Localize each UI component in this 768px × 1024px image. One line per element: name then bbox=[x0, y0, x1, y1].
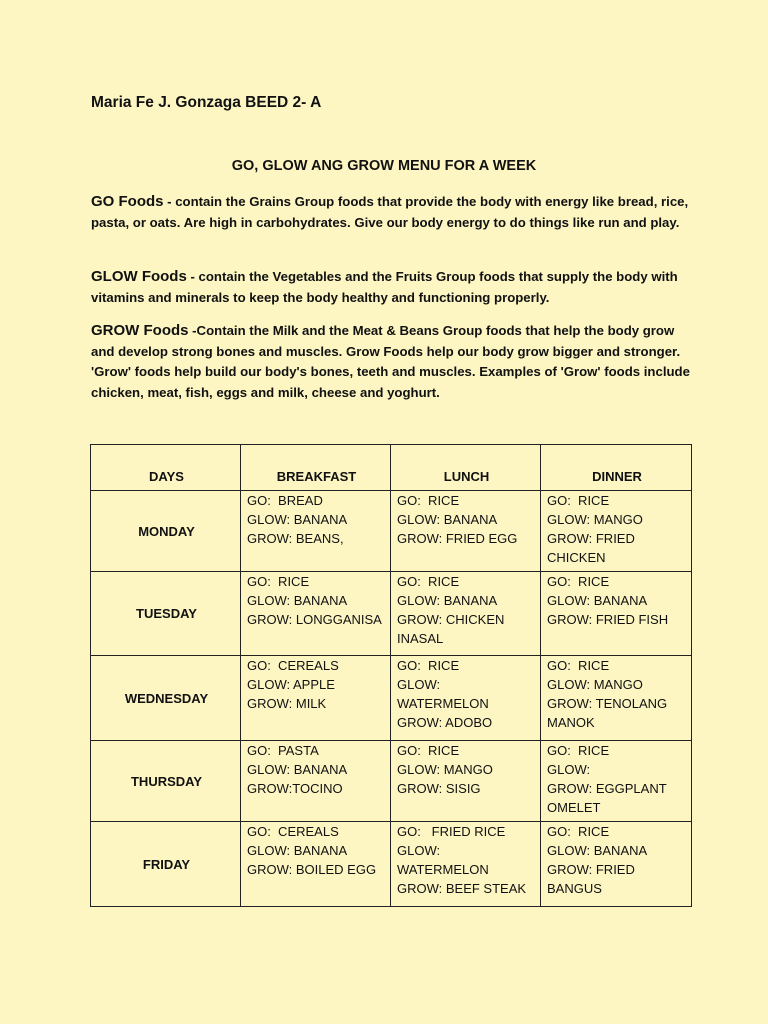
dinner-cell bbox=[541, 491, 692, 572]
lunch-line: GO: RICE bbox=[397, 493, 460, 508]
dinner-cell bbox=[541, 822, 692, 907]
dinner-line: GLOW: BANANA bbox=[547, 593, 648, 608]
lunch-line: GO: RICE bbox=[397, 658, 460, 673]
dinner-line: GLOW: BANANA bbox=[547, 843, 648, 858]
go-foods-description: - contain the Grains Group foods that provide the body with energy like bread, rice, pasta, or oats. Are high in carbohydrates. Give our body energy to do things like run and play. bbox=[91, 194, 689, 230]
lunch-cell bbox=[391, 491, 541, 572]
lunch-line: GLOW: bbox=[397, 677, 441, 692]
table-row bbox=[91, 822, 692, 907]
breakfast-cell bbox=[241, 572, 391, 656]
header-lunch: LUNCH bbox=[391, 445, 541, 491]
lunch-line: GROW: CHICKEN bbox=[397, 612, 505, 627]
day-cell: MONDAY bbox=[91, 491, 241, 572]
dinner-cell bbox=[541, 741, 692, 822]
lunch-cell bbox=[391, 822, 541, 907]
lunch-line: GROW: BEEF STEAK bbox=[397, 881, 527, 896]
dinner-line: OMELET bbox=[547, 800, 601, 815]
dinner-line: GO: RICE bbox=[547, 493, 610, 508]
day-cell: FRIDAY bbox=[91, 822, 241, 907]
breakfast-line: GO: CEREALS bbox=[247, 824, 339, 839]
dinner-cell bbox=[541, 656, 692, 741]
dinner-line: GO: RICE bbox=[547, 574, 610, 589]
glow-foods-description: - contain the Vegetables and the Fruits Group foods that supply the body with vitamins and minerals to keep the body healthy and functioning properly. bbox=[91, 269, 678, 305]
document-title: GO, GLOW ANG GROW MENU FOR A WEEK bbox=[231, 158, 537, 174]
table-row bbox=[91, 572, 692, 656]
breakfast-line: GROW: BEANS, bbox=[247, 531, 344, 546]
header-breakfast: BREAKFAST bbox=[241, 445, 391, 491]
grow-foods-paragraph bbox=[91, 321, 691, 403]
lunch-line: GLOW: bbox=[397, 843, 441, 858]
dinner-line: GLOW: MANGO bbox=[547, 512, 643, 527]
lunch-line: GO: FRIED RICE bbox=[397, 824, 506, 839]
breakfast-line: GLOW: BANANA bbox=[247, 512, 348, 527]
dinner-line: GROW: FRIED bbox=[547, 862, 635, 877]
dinner-line: GROW: FRIED FISH bbox=[547, 612, 669, 627]
dinner-line: MANOK bbox=[547, 715, 595, 730]
breakfast-line: GLOW: BANANA bbox=[247, 843, 348, 858]
dinner-line: CHICKEN bbox=[547, 550, 606, 565]
dinner-line: GO: RICE bbox=[547, 743, 610, 758]
header-days: DAYS bbox=[91, 445, 241, 491]
dinner-line: GLOW: bbox=[547, 762, 591, 777]
dinner-line: BANGUS bbox=[547, 881, 602, 896]
dinner-line: GO: RICE bbox=[547, 824, 610, 839]
breakfast-cell bbox=[241, 656, 391, 741]
breakfast-line: GO: RICE bbox=[247, 574, 310, 589]
grow-foods-term: GROW Foods bbox=[91, 322, 189, 339]
breakfast-line: GO: CEREALS bbox=[247, 658, 339, 673]
breakfast-line: GROW: LONGGANISA bbox=[247, 612, 382, 627]
dinner-line: GLOW: MANGO bbox=[547, 677, 643, 692]
weekly-menu-table bbox=[90, 444, 692, 907]
go-foods-paragraph bbox=[91, 192, 691, 233]
breakfast-line: GROW:TOCINO bbox=[247, 781, 343, 796]
breakfast-line: GLOW: APPLE bbox=[247, 677, 335, 692]
dinner-cell bbox=[541, 572, 692, 656]
day-cell: THURSDAY bbox=[91, 741, 241, 822]
lunch-line: GO: RICE bbox=[397, 743, 460, 758]
dinner-line: GROW: EGGPLANT bbox=[547, 781, 667, 796]
lunch-line: GLOW: BANANA bbox=[397, 512, 498, 527]
dinner-line: GROW: FRIED bbox=[547, 531, 635, 546]
lunch-line: GO: RICE bbox=[397, 574, 460, 589]
lunch-cell bbox=[391, 656, 541, 741]
breakfast-line: GROW: MILK bbox=[247, 696, 327, 711]
breakfast-line: GO: BREAD bbox=[247, 493, 323, 508]
lunch-line: GROW: SISIG bbox=[397, 781, 481, 796]
breakfast-line: GROW: BOILED EGG bbox=[247, 862, 377, 877]
dinner-line: GO: RICE bbox=[547, 658, 610, 673]
lunch-line: GLOW: BANANA bbox=[397, 593, 498, 608]
glow-foods-paragraph bbox=[91, 267, 691, 308]
breakfast-line: GLOW: BANANA bbox=[247, 593, 348, 608]
lunch-line: WATERMELON bbox=[397, 696, 489, 711]
lunch-line: GLOW: MANGO bbox=[397, 762, 493, 777]
dinner-line: GROW: TENOLANG bbox=[547, 696, 668, 711]
go-foods-term: GO Foods bbox=[91, 193, 164, 210]
breakfast-cell bbox=[241, 822, 391, 907]
day-cell: TUESDAY bbox=[91, 572, 241, 656]
lunch-line: WATERMELON bbox=[397, 862, 489, 877]
table-row bbox=[91, 741, 692, 822]
lunch-cell bbox=[391, 572, 541, 656]
table-row bbox=[91, 491, 692, 572]
header-dinner: DINNER bbox=[541, 445, 692, 491]
lunch-line: GROW: ADOBO bbox=[397, 715, 493, 730]
lunch-line: GROW: FRIED EGG bbox=[397, 531, 518, 546]
breakfast-cell bbox=[241, 491, 391, 572]
breakfast-line: GLOW: BANANA bbox=[247, 762, 348, 777]
lunch-cell bbox=[391, 741, 541, 822]
grow-foods-description: -Contain the Milk and the Meat & Beans Group foods that help the body grow and develop strong bones and muscles. Grow Foods help our body grow bigger and stronger. 'Grow' foods help build our body's bones, teeth and muscles. Examples of 'Grow' foods include chicken, meat, fish, eggs and milk, cheese and yoghurt. bbox=[91, 323, 690, 400]
author-line: Maria Fe J. Gonzaga BEED 2- A bbox=[91, 94, 322, 111]
table-row bbox=[91, 656, 692, 741]
breakfast-cell bbox=[241, 741, 391, 822]
lunch-line: INASAL bbox=[397, 631, 444, 646]
breakfast-line: GO: PASTA bbox=[247, 743, 319, 758]
day-cell: WEDNESDAY bbox=[91, 656, 241, 741]
table-header-row bbox=[91, 445, 692, 491]
glow-foods-term: GLOW Foods bbox=[91, 268, 187, 285]
